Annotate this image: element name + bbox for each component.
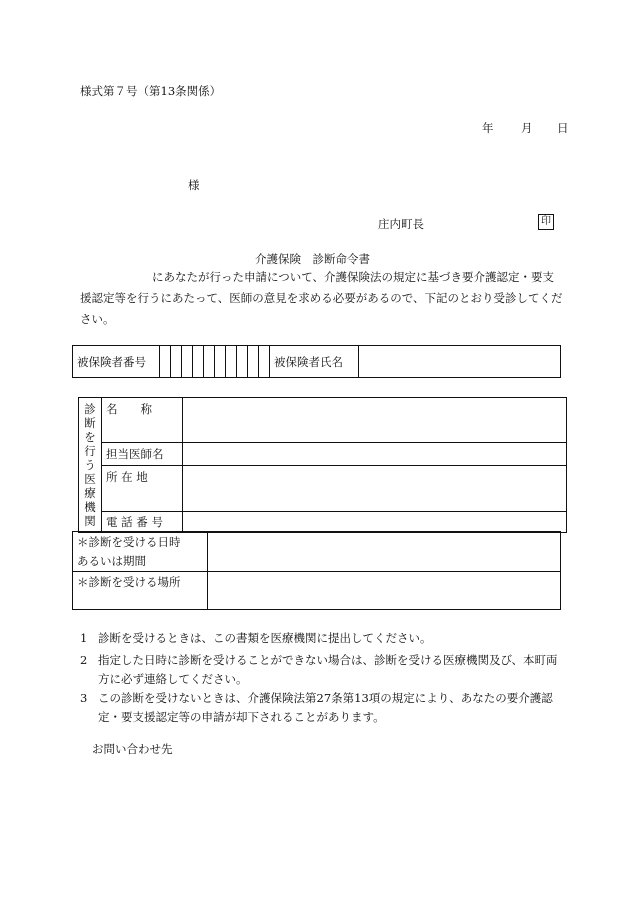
insured-number-digit[interactable] (193, 346, 204, 378)
issuer-name: 庄内町長 (378, 217, 424, 231)
institution-side-label: 診断を行う医療機関 (79, 398, 102, 533)
institution-address-label: 所 在 地 (102, 465, 183, 511)
insured-number-digit[interactable] (204, 346, 215, 378)
insured-number-digit[interactable] (182, 346, 193, 378)
date-day-label: 日 (557, 121, 569, 135)
institution-name-field[interactable] (183, 398, 567, 443)
institution-address-field[interactable] (183, 465, 567, 511)
note-text: この診断を受けないときは、介護保険法第27条第13項の規定により、あなたの要介護認定・要支援認定等の申請が却下されることがあります。 (98, 691, 553, 724)
institution-name-label: 名 称 (102, 398, 183, 443)
doctor-name-field[interactable] (183, 443, 567, 466)
insured-name-label: 被保険者氏名 (270, 346, 359, 378)
insured-name-field[interactable] (359, 346, 561, 378)
note-item (80, 651, 560, 689)
insured-number-digit[interactable] (237, 346, 248, 378)
date-year-label: 年 (482, 121, 494, 135)
addressee-suffix: 様 (188, 178, 200, 192)
seal-mark: 印 (538, 214, 554, 230)
insured-number-digit[interactable] (248, 346, 259, 378)
note-number: 2 (80, 653, 88, 667)
form-number: 様式第７号（第13条関係） (80, 84, 222, 98)
note-number: 1 (80, 631, 88, 645)
exam-datetime-label-line2: あるいは期間 (77, 554, 146, 568)
insured-number-digit[interactable] (215, 346, 226, 378)
insured-table (72, 345, 561, 378)
note-text: 指定した日時に診断を受けることができない場合は、診断を受ける医療機関及び、本町両方に必ず連絡してください。 (98, 653, 558, 686)
insured-number-digit[interactable] (160, 346, 171, 378)
exam-place-field[interactable] (208, 572, 561, 610)
contact-label: お問い合わせ先 (92, 742, 173, 756)
note-item (80, 689, 560, 727)
exam-datetime-label-line1: ＊診断を受ける日時 (77, 535, 181, 549)
institution-table (78, 397, 567, 533)
insured-number-digit[interactable] (259, 346, 270, 378)
body-paragraph: にあなたが行った申請について、介護保険法の規定に基づき要介護認定・要支援認定等を行うにあたって、医師の意見を求める必要があるので、下記のとおり受診してください。 (80, 270, 563, 326)
doctor-name-label: 担当医師名 (102, 443, 183, 466)
exam-datetime-label (73, 532, 208, 572)
insured-number-digit[interactable] (226, 346, 237, 378)
insured-number-digit[interactable] (171, 346, 182, 378)
insured-number-label: 被保険者番号 (73, 346, 160, 378)
note-number: 3 (80, 691, 88, 705)
exam-datetime-field[interactable] (208, 532, 561, 572)
institution-phone-field[interactable] (183, 511, 567, 532)
document-title: 介護保険 診断命令書 (255, 252, 370, 266)
schedule-table (72, 531, 561, 610)
institution-phone-label: 電 話 番 号 (102, 511, 183, 532)
note-text: 診断を受けるときは、この書類を医療機関に提出してください。 (98, 631, 432, 645)
date-month-label: 月 (521, 121, 533, 135)
exam-place-label: ＊診断を受ける場所 (73, 572, 208, 610)
note-item (80, 629, 560, 648)
